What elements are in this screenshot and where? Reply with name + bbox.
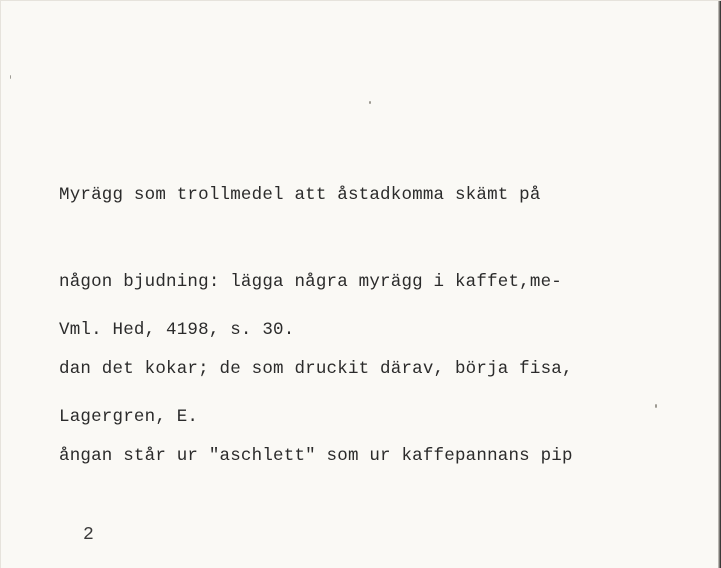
paper-speck (369, 101, 371, 104)
text-line-1: Myrägg som trollmedel att åstadkomma skämt på (59, 185, 541, 205)
collector-name: Lagergren, E. (59, 407, 199, 427)
page-number: 2 (83, 525, 94, 545)
paper-speck (10, 75, 11, 79)
paper-speck (655, 404, 657, 408)
source-reference: Vml. Hed, 4198, s. 30. (59, 320, 295, 340)
text-line-3: dan det kokar; de som druckit därav, börja fisa, (59, 359, 573, 379)
reference-block (59, 258, 294, 490)
text-line-4: ångan står ur "aschlett" som ur kaffepannans pip (59, 446, 573, 466)
text-line-2: någon bjudning: lägga några myrägg i kaffet,me- (59, 272, 562, 292)
